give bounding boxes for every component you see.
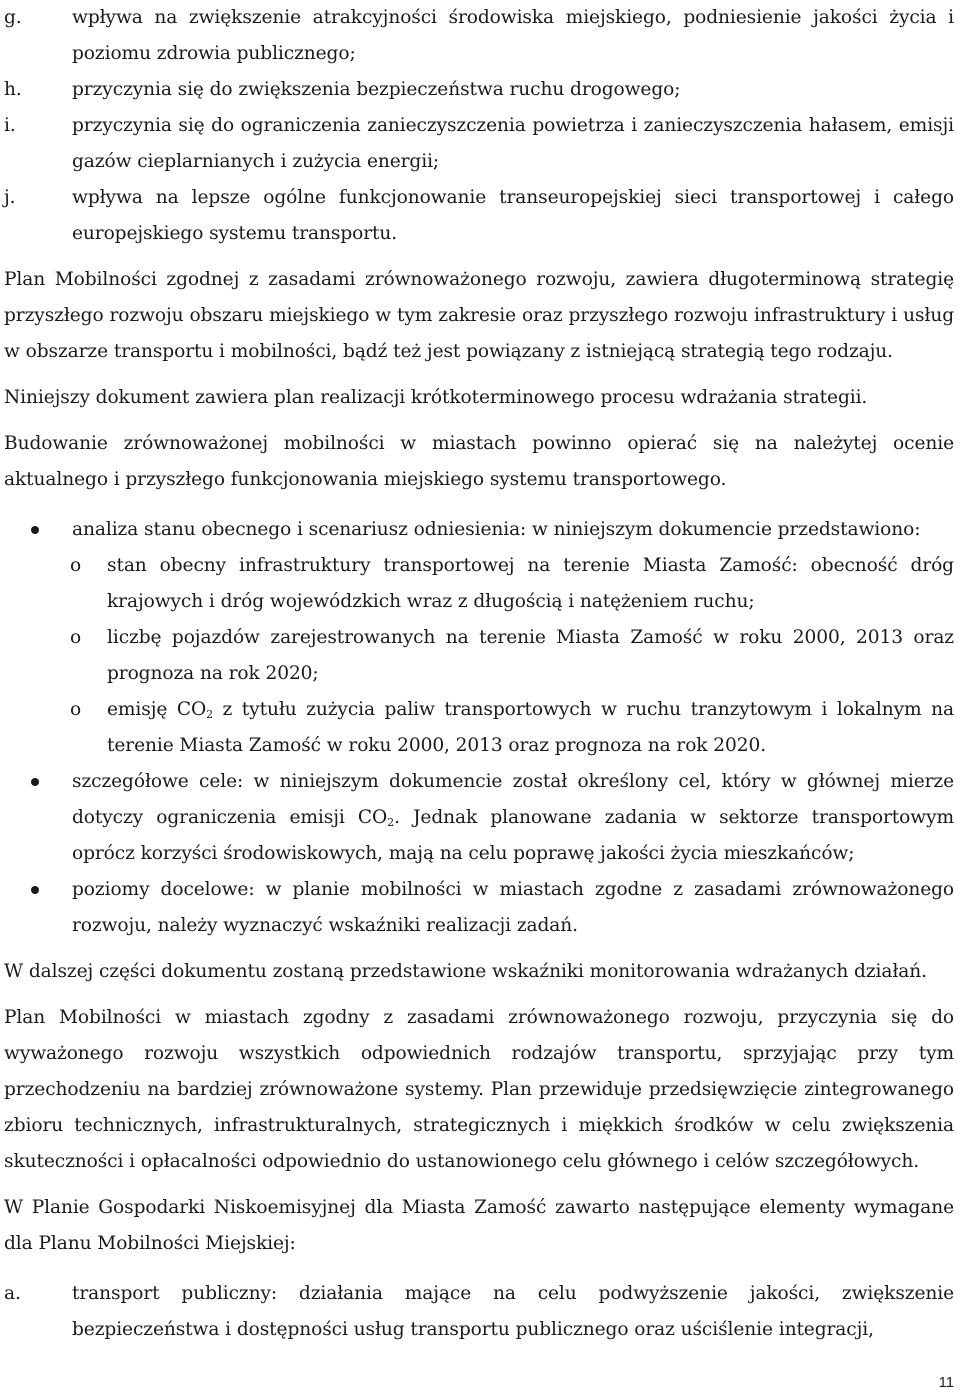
sub-list-marker: o [70, 699, 82, 720]
list-item-text: przyczynia się do zwiększenia bezpieczeństwa ruchu drogowego; [72, 79, 681, 100]
list-item [4, 180, 960, 252]
list-item [4, 1276, 960, 1348]
paragraph: W Planie Gospodarki Niskoemisyjnej dla Miasta Zamość zawarto następujące elementy wymagane dla Planu Mobilności Miejskiej: [4, 1197, 954, 1254]
subscript: 2 [387, 816, 395, 829]
sub-list-marker: o [70, 555, 82, 576]
list-item-text: wpływa na lepsze ogólne funkcjonowanie transeuropejskiej sieci transportowej i całego europejskiego systemu transportu. [72, 187, 954, 244]
paragraph: Plan Mobilności zgodnej z zasadami zrównoważonego rozwoju, zawiera długoterminową strategię przyszłego rozwoju obszaru miejskiego w tym zakresie oraz przyszłego rozwoju infrastruktury i usług w obszarze transportu i mobilności, bądź też jest powiązany z istniejącą strategią tego rodzaju. [4, 269, 954, 362]
sub-list-item [4, 692, 960, 764]
bullet-item [4, 764, 960, 872]
bullet-item [4, 872, 960, 944]
bullet-dot-icon [31, 526, 39, 534]
sub-list-text: liczbę pojazdów zarejestrowanych na terenie Miasta Zamość w roku 2000, 2013 oraz prognoza na rok 2020; [107, 627, 954, 684]
list-item [4, 108, 960, 180]
sub-list-marker: o [70, 627, 82, 648]
list-item [4, 72, 960, 108]
sub-list-item [4, 548, 960, 620]
list-item-text: przyczynia się do ograniczenia zanieczyszczenia powietrza i zanieczyszczenia hałasem, emisji gazów cieplarnianych i zużycia energii; [72, 115, 954, 172]
bullet-text: poziomy docelowe: w planie mobilności w miastach zgodne z zasadami zrównoważonego rozwoju, należy wyznaczyć wskaźniki realizacji zadań. [72, 879, 954, 936]
list-marker: g. [4, 7, 22, 28]
paragraph: Plan Mobilności w miastach zgodny z zasadami zrównoważonego rozwoju, przyczynia się do wyważonego rozwoju wszystkich odpowiednich rodzajów transportu, sprzyjając przy tym przechodzeniu na bardziej zrównoważone systemy. Plan przewiduje przedsięwzięcie zintegrowanego zbioru technicznych, infrastrukturalnych, strategicznych i miękkich środków w celu zwiększenia skuteczności i opłacalności odpowiednio do ustanowionego celu głównego i celów szczegółowych. [4, 1007, 954, 1172]
list-marker: a. [4, 1283, 21, 1304]
bullet-dot-icon [31, 886, 39, 894]
bullet-text: szczegółowe cele: w niniejszym dokumencie został określony cel, który w głównej mierze dotyczy ograniczenia emisji $CO_2$. Jednak planowane zadania w sektorze transportowym oprócz korzyści środowiskowych, mają na celu poprawę jakości życia mieszkańców; [72, 771, 954, 864]
sub-list-text: stan obecny infrastruktury transportowej na terenie Miasta Zamość: obecność dróg krajowych i dróg wojewódzkich wraz z długością i natężeniem ruchu; [107, 555, 954, 612]
list-item-text: transport publiczny: działania mające na celu podwyższenie jakości, zwiększenie bezpieczeństwa i dostępności usług transportu publicznego oraz uściślenie integracji, [72, 1283, 954, 1340]
list-marker: h. [4, 79, 22, 100]
sub-list-item [4, 620, 960, 692]
paragraph: Budowanie zrównoważonej mobilności w miastach powinno opierać się na należytej ocenie aktualnego i przyszłego funkcjonowania miejskiego systemu transportowego. [4, 433, 954, 490]
page-number: 11 [938, 1374, 954, 1391]
paragraph: Niniejszy dokument zawiera plan realizacji krótkoterminowego procesu wdrażania strategii. [4, 387, 868, 408]
paragraph: W dalszej części dokumentu zostaną przedstawione wskaźniki monitorowania wdrażanych działań. [4, 961, 927, 982]
bullet-text: analiza stanu obecnego i scenariusz odniesienia: w niniejszym dokumencie przedstawiono: [72, 519, 921, 540]
list-marker: j. [4, 187, 16, 208]
bullet-dot-icon [31, 778, 39, 786]
bullet-list [4, 512, 960, 944]
list-marker: i. [4, 115, 16, 136]
alpha-list [4, 1276, 960, 1348]
list-item-text: wpływa na zwiększenie atrakcyjności środowiska miejskiego, podniesienie jakości życia i poziomu zdrowia publicznego; [72, 7, 954, 64]
subscript: 2 [206, 708, 214, 721]
sub-list-text: emisję $CO_2$ z tytułu zużycia paliw transportowych w ruchu tranzytowym i lokalnym na terenie Miasta Zamość w roku 2000, 2013 oraz prognoza na rok 2020. [107, 699, 954, 756]
list-item [4, 0, 960, 72]
numbered-list-top [4, 0, 960, 252]
bullet-item [4, 512, 960, 548]
